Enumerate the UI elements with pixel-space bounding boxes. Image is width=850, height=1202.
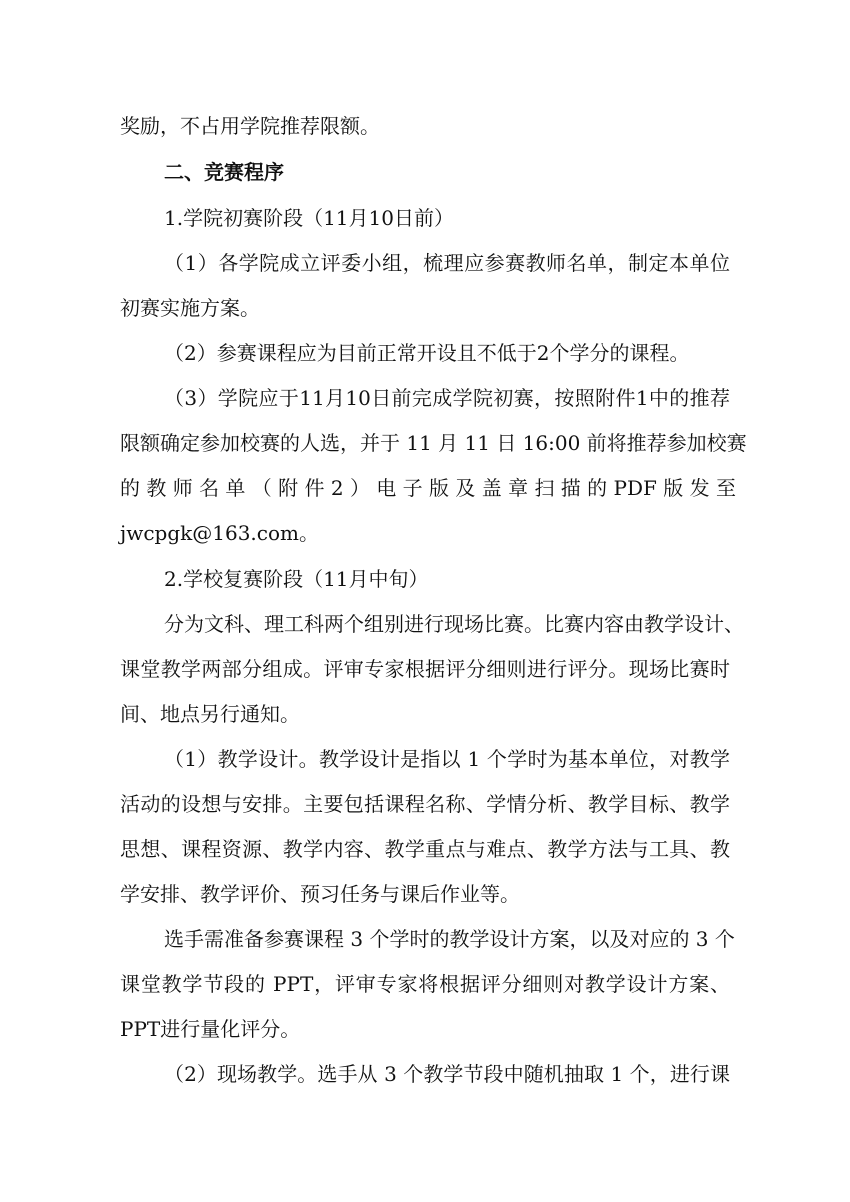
paragraph-line: 分为文科、理工科两个组别进行现场比赛。比赛内容由教学设计、 — [164, 612, 744, 636]
paragraph-line: 思想、课程资源、教学内容、教学重点与难点、教学方法与工具、教 — [120, 837, 730, 861]
paragraph-line: （3）学院应于11月10日前完成学院初赛，按照附件1中的推荐 — [164, 386, 730, 410]
paragraph-line: 课堂教学节段的 PPT，评审专家将根据评分细则对教学设计方案、 — [120, 972, 730, 996]
paragraph-line: 奖励，不占用学院推荐限额。 — [120, 114, 380, 138]
paragraph-line: 初赛实施方案。 — [120, 296, 260, 320]
email-address: jwcpgk@163.com。 — [120, 521, 319, 545]
paragraph-line: 限额确定参加校赛的人选，并于 11 月 11 日 16:00 前将推荐参加校赛 — [120, 431, 747, 455]
paragraph-line: （1）教学设计。教学设计是指以 1 个学时为基本单位，对教学 — [164, 747, 730, 771]
paragraph-line: 学安排、教学评价、预习任务与课后作业等。 — [120, 882, 520, 906]
paragraph-line: 课堂教学两部分组成。评审专家根据评分细则进行评分。现场比赛时 — [120, 657, 730, 681]
subsection-heading: 1.学院初赛阶段（11月10日前） — [164, 206, 454, 230]
paragraph-line: 间、地点另行通知。 — [120, 702, 300, 726]
subsection-heading: 2.学校复赛阶段（11月中旬） — [164, 567, 429, 591]
paragraph-line: （1）各学院成立评委小组，梳理应参赛教师名单，制定本单位 — [164, 251, 730, 275]
paragraph-line: （2）现场教学。选手从 3 个教学节段中随机抽取 1 个，进行课 — [164, 1062, 730, 1086]
section-heading: 二、竞赛程序 — [164, 160, 284, 184]
paragraph-line: 选手需准备参赛课程 3 个学时的教学设计方案，以及对应的 3 个 — [164, 927, 735, 951]
paragraph-line: 的 教 师 名 单 （ 附 件 2 ） 电 子 版 及 盖 章 扫 描 的 PDF 版 发 至 — [120, 476, 736, 500]
paragraph-line: （2）参赛课程应为目前正常开设且不低于2个学分的课程。 — [164, 341, 690, 365]
paragraph-line: 活动的设想与安排。主要包括课程名称、学情分析、教学目标、教学 — [120, 792, 730, 816]
paragraph-line: PPT进行量化评分。 — [120, 1017, 301, 1041]
